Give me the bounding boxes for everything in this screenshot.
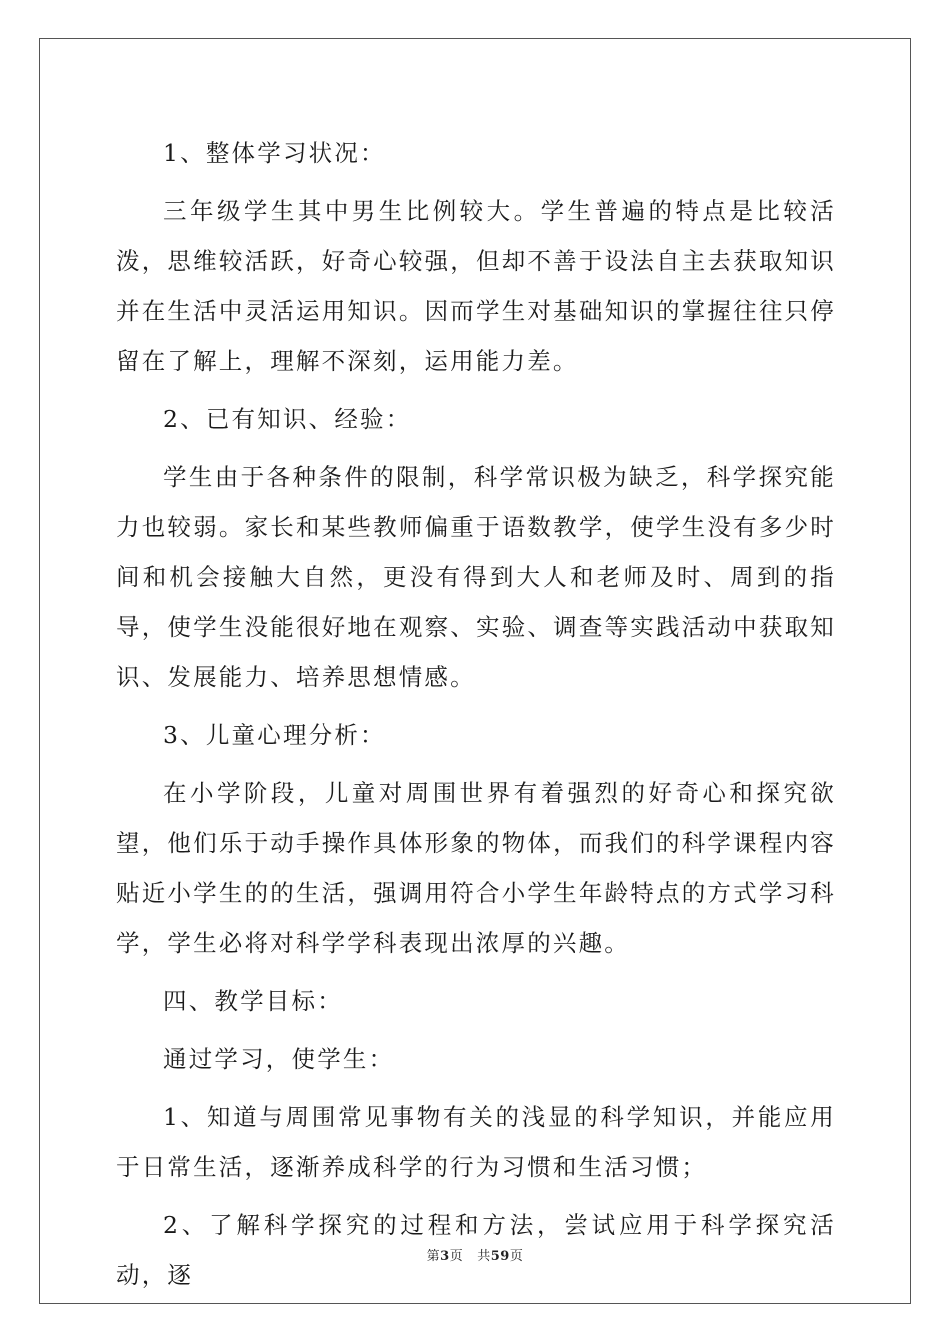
paragraph-goals-intro: 通过学习，使学生： bbox=[163, 1045, 395, 1073]
footer-page-suffix: 页 bbox=[449, 1249, 464, 1264]
paragraph-goal-1: 1、知道与周围常见事物有关的浅显的科学知识，并能应用于日常生活，逐渐养成科学的行为习惯和生活习惯； bbox=[116, 1103, 836, 1181]
section-heading-learning-status: 1、整体学习状况： bbox=[163, 139, 386, 167]
section-heading-prior-knowledge: 2、已有知识、经验： bbox=[163, 405, 412, 433]
paragraph-learning-status: 三年级学生其中男生比例较大。学生普遍的特点是比较活泼，思维较活跃，好奇心较强，但却不善于设法自主去获取知识并在生活中灵活运用知识。因而学生对基础知识的掌握往往只停留在了解上，理解不深刻，运用能力差。 bbox=[116, 197, 836, 375]
section-heading-child-psychology: 3、儿童心理分析： bbox=[163, 721, 386, 749]
footer-page-prefix: 第 bbox=[426, 1249, 441, 1264]
footer-total-suffix: 页 bbox=[509, 1249, 524, 1264]
footer-total-pages: 59 bbox=[490, 1249, 510, 1264]
paragraph-prior-knowledge: 学生由于各种条件的限制，科学常识极为缺乏，科学探究能力也较弱。家长和某些教师偏重于语数教学，使学生没有多少时间和机会接触大自然，更没有得到大人和老师及时、周到的指导，使学生没能很好地在观察、实验、调查等实践活动中获取知识、发展能力、培养思想情感。 bbox=[116, 463, 836, 691]
paragraph-child-psychology: 在小学阶段，儿童对周围世界有着强烈的好奇心和探究欲望，他们乐于动手操作具体形象的物体，而我们的科学课程内容贴近小学生的的生活，强调用符合小学生年龄特点的方式学习科学，学生必将对科学学科表现出浓厚的兴趣。 bbox=[116, 779, 836, 957]
document-body bbox=[116, 128, 836, 1308]
page-footer bbox=[0, 1245, 950, 1264]
footer-page-number: 3 bbox=[440, 1249, 450, 1264]
footer-total-prefix: 共 bbox=[477, 1249, 491, 1264]
section-heading-teaching-goals: 四、教学目标： bbox=[163, 987, 343, 1015]
paragraph-goal-2: 2、了解科学探究的过程和方法，尝试应用于科学探究活动，逐 bbox=[116, 1211, 836, 1289]
